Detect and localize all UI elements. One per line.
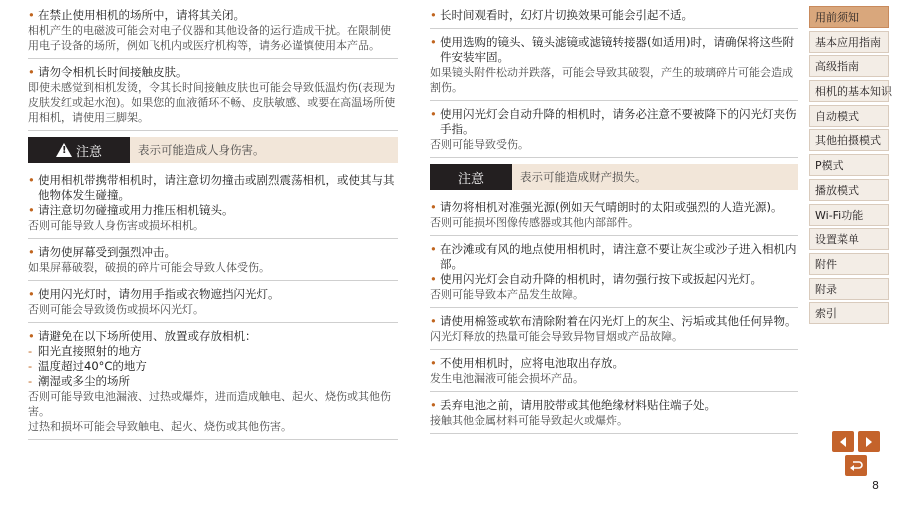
nav-tab-accessories[interactable]: 附件 (809, 253, 889, 275)
list-item (28, 171, 398, 239)
item-heading: 请勿令相机长时间接触皮肤。 (38, 65, 188, 79)
bullet-dot: • (28, 245, 35, 259)
nav-tab-auto-mode[interactable]: 自动模式 (809, 105, 889, 127)
page-number: 8 (872, 479, 879, 492)
bullet-dot: • (28, 65, 35, 79)
list-item (28, 327, 398, 440)
middle-column (430, 6, 798, 438)
list-item (28, 63, 398, 131)
list-item (430, 396, 798, 434)
list-item (430, 33, 798, 101)
item-body: 否则可能导致本产品发生故障。 (430, 288, 584, 301)
bullet-dot: • (28, 287, 35, 301)
list-item (430, 240, 798, 308)
sub-dash: - (28, 359, 33, 373)
nav-tab-before-use[interactable]: 用前须知 (809, 6, 889, 28)
item-heading: 长时间观看时，幻灯片切换效果可能会引起不适。 (440, 8, 693, 22)
item-heading: 请勿将相机对准强光源(例如天气晴朗时的太阳或强烈的人造光源)。 (440, 200, 783, 214)
bullet-dot: • (430, 35, 437, 49)
nav-tab-p-mode[interactable]: P模式 (809, 154, 889, 176)
item-heading: 请使用棉签或软布清除附着在闪光灯上的灰尘、污垢或其他任何异物。 (440, 314, 797, 328)
bullet-dot: • (430, 272, 437, 286)
item-heading: 不使用相机时，应将电池取出存放。 (440, 356, 624, 370)
item-heading: 在禁止使用相机的场所中，请将其关闭。 (38, 8, 245, 22)
item-body: 过热和损坏可能会导致触电、起火、烧伤或其他伤害。 (28, 420, 292, 433)
sub-item: 潮湿或多尘的场所 (38, 374, 130, 388)
item-body: 否则可能会导致烫伤或损坏闪光灯。 (28, 303, 204, 316)
nav-tab-settings-menu[interactable]: 设置菜单 (809, 228, 889, 250)
next-page-button[interactable] (858, 431, 880, 452)
item-heading: 丢弃电池之前，请用胶带或其他绝缘材料贴住端子处。 (440, 398, 716, 412)
caution-text: 表示可能造成财产损失。 (512, 164, 798, 190)
section-nav (809, 6, 892, 327)
nav-tab-appendix[interactable]: 附录 (809, 278, 889, 300)
item-heading: 使用相机带携带相机时，请注意切勿撞击或剧烈震荡相机，或使其与其他物体发生碰撞。 (38, 173, 395, 202)
item-heading: 使用闪光灯会自动升降的相机时，请务必注意不要被降下的闪光灯夹伤手指。 (440, 107, 797, 136)
bullet-dot: • (430, 200, 437, 214)
nav-tab-camera-basics[interactable]: 相机的基本知识 (809, 80, 889, 102)
bullet-dot: • (430, 107, 437, 121)
caution-banner (430, 164, 798, 190)
bullet-dot: • (28, 329, 35, 343)
nav-tab-index[interactable]: 索引 (809, 302, 889, 324)
list-item (430, 354, 798, 392)
bullet-dot: • (430, 356, 437, 370)
nav-tab-wifi[interactable]: Wi-Fi功能 (809, 204, 889, 226)
sub-item: 阳光直接照射的地方 (38, 344, 142, 358)
bullet-dot: • (28, 203, 35, 217)
nav-tab-other-modes[interactable]: 其他拍摄模式 (809, 129, 889, 151)
item-body: 闪光灯释放的热量可能会导致异物冒烟或产品故障。 (430, 330, 683, 343)
bullet-dot: • (28, 8, 35, 22)
caution-label: 注意 (430, 164, 512, 190)
arrow-left-icon (837, 436, 849, 448)
sub-dash: - (28, 344, 33, 358)
item-body: 接触其他金属材料可能导致起火或爆炸。 (430, 414, 628, 427)
bullet-dot: • (28, 173, 35, 187)
sub-dash: - (28, 374, 33, 388)
item-body: 否则可能导致电池漏液、过热或爆炸，进而造成触电、起火、烧伤或其他伤害。 (28, 390, 391, 418)
nav-tab-playback[interactable]: 播放模式 (809, 179, 889, 201)
item-heading: 使用闪光灯会自动升降的相机时，请勿强行按下或扳起闪光灯。 (440, 272, 762, 286)
bullet-dot: • (430, 8, 437, 22)
nav-tab-advanced-guide[interactable]: 高级指南 (809, 55, 889, 77)
item-body: 相机产生的电磁波可能会对电子仪器和其他设备的运行造成干扰。在限制使用电子设备的场所，例如飞机内或医疗机构等，请务必谨慎使用本产品。 (28, 24, 391, 52)
item-heading: 请注意切勿碰撞或用力推压相机镜头。 (38, 203, 234, 217)
bullet-dot: • (430, 398, 437, 412)
caution-label: ! 注意 (28, 137, 130, 163)
list-item (28, 285, 398, 323)
item-body: 否则可能导致受伤。 (430, 138, 529, 151)
item-heading: 使用闪光灯时，请勿用手指或衣物遮挡闪光灯。 (38, 287, 280, 301)
item-body: 发生电池漏液可能会损坏产品。 (430, 372, 584, 385)
item-body: 即使未感觉到相机发烫，令其长时间接触皮肤也可能会导致低温灼伤(表现为皮肤发红或起水泡)。如果您的血液循环不畅、皮肤敏感、或要在高温场所使用相机，请使用三脚架。 (28, 81, 396, 124)
nav-tab-basic-guide[interactable]: 基本应用指南 (809, 31, 889, 53)
list-item (430, 312, 798, 350)
item-heading: 请勿使屏幕受到强烈冲击。 (38, 245, 176, 259)
sub-item: 温度超过40°C的地方 (38, 359, 147, 373)
caution-banner (28, 137, 398, 163)
warning-icon (56, 143, 72, 157)
arrow-right-icon (863, 436, 875, 448)
left-column (28, 6, 398, 444)
item-body: 如果屏幕破裂，破损的碎片可能会导致人体受伤。 (28, 261, 270, 274)
item-body: 否则可能导致人身伤害或损坏相机。 (28, 219, 204, 232)
bullet-dot: • (430, 242, 437, 256)
item-body: 如果镜头附件松动并跌落，可能会导致其破裂，产生的玻璃碎片可能会造成割伤。 (430, 66, 793, 94)
return-button[interactable] (845, 455, 867, 476)
item-body: 否则可能损坏图像传感器或其他内部部件。 (430, 216, 639, 229)
return-icon (849, 460, 863, 472)
list-item (430, 198, 798, 236)
list-item (28, 6, 398, 59)
item-heading: 请避免在以下场所使用、放置或存放相机： (38, 329, 257, 343)
bullet-dot: • (430, 314, 437, 328)
item-heading: 使用选购的镜头、镜头滤镜或滤镜转接器(如适用)时，请确保将这些附件安装牢固。 (440, 35, 794, 64)
caution-text: 表示可能造成人身伤害。 (130, 137, 398, 163)
item-heading: 在沙滩或有风的地点使用相机时，请注意不要让灰尘或沙子进入相机内部。 (440, 242, 797, 271)
list-item (430, 6, 798, 29)
list-item (430, 105, 798, 158)
prev-page-button[interactable] (832, 431, 854, 452)
list-item (28, 243, 398, 281)
